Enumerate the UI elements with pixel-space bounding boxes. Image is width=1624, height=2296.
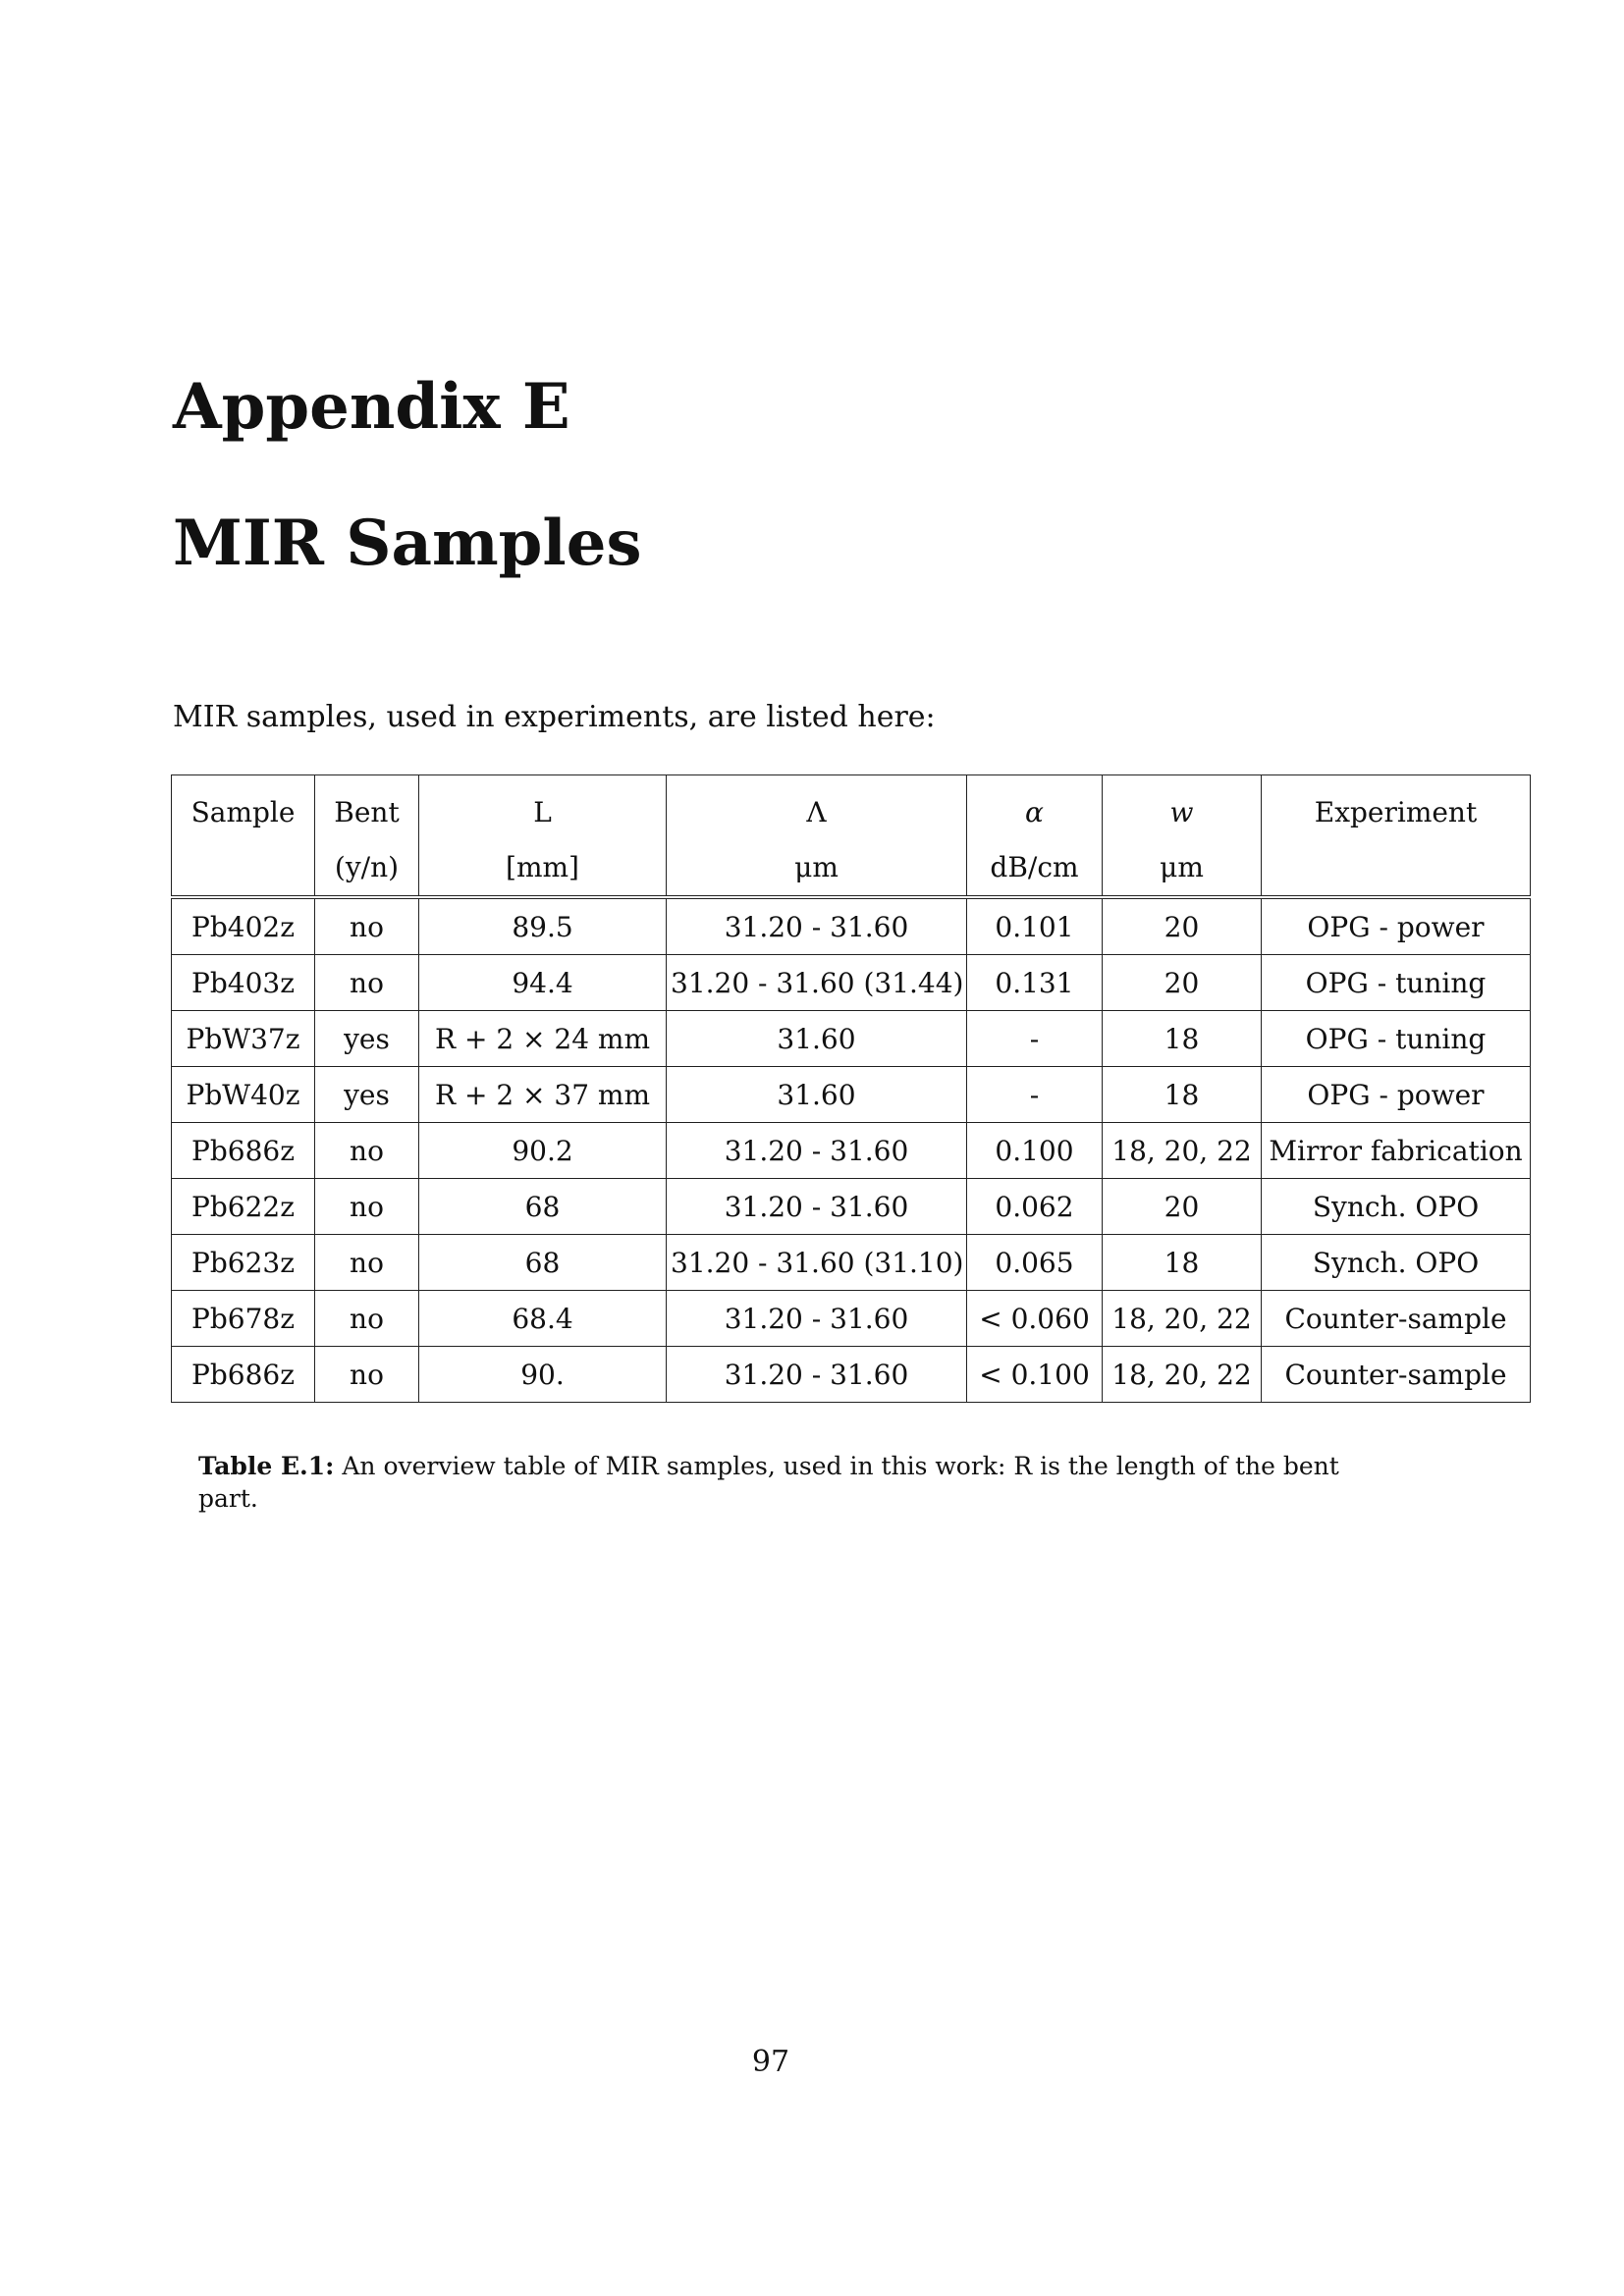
cell-loss: < 0.100: [967, 1347, 1103, 1403]
cell-sample: Pb686z: [172, 1347, 315, 1403]
cell-loss: 0.101: [967, 897, 1103, 955]
cell-sample: Pb678z: [172, 1291, 315, 1347]
cell-length: 68: [419, 1235, 667, 1291]
table-header-row: [172, 775, 1531, 898]
cell-length: R + 2 × 37 mm: [419, 1067, 667, 1123]
table-row: [172, 1123, 1531, 1179]
caption-label: Table E.1:: [198, 1452, 335, 1480]
cell-length: R + 2 × 24 mm: [419, 1011, 667, 1067]
table-row: [172, 897, 1531, 955]
cell-width: 18, 20, 22: [1103, 1347, 1262, 1403]
table-row: [172, 1291, 1531, 1347]
table-row: [172, 1067, 1531, 1123]
header-experiment: [1262, 775, 1531, 898]
header-period-unit: μm: [794, 851, 839, 883]
cell-width: 18: [1103, 1235, 1262, 1291]
cell-width: 20: [1103, 897, 1262, 955]
cell-loss: -: [967, 1067, 1103, 1123]
cell-period: 31.60: [667, 1011, 967, 1067]
cell-bent: yes: [315, 1067, 419, 1123]
header-width: [1103, 775, 1262, 898]
cell-width: 20: [1103, 955, 1262, 1011]
header-sample-unit: [176, 840, 310, 895]
table-caption: [198, 1451, 1357, 1515]
header-loss: [967, 775, 1103, 898]
chapter-title: MIR Samples: [173, 507, 642, 580]
cell-bent: yes: [315, 1011, 419, 1067]
cell-width: 18: [1103, 1067, 1262, 1123]
cell-loss: < 0.060: [967, 1291, 1103, 1347]
table-header: [172, 775, 1531, 898]
cell-width: 18, 20, 22: [1103, 1123, 1262, 1179]
cell-width: 18, 20, 22: [1103, 1291, 1262, 1347]
table-row: [172, 1347, 1531, 1403]
cell-bent: no: [315, 955, 419, 1011]
cell-experiment: Counter-sample: [1262, 1291, 1531, 1347]
cell-loss: 0.065: [967, 1235, 1103, 1291]
header-sample-label: Sample: [190, 796, 296, 828]
cell-sample: Pb623z: [172, 1235, 315, 1291]
cell-period: 31.20 - 31.60: [667, 1123, 967, 1179]
cell-period: 31.20 - 31.60: [667, 897, 967, 955]
cell-bent: no: [315, 1123, 419, 1179]
cell-period: 31.60: [667, 1067, 967, 1123]
cell-bent: no: [315, 1291, 419, 1347]
cell-sample: Pb403z: [172, 955, 315, 1011]
cell-length: 68: [419, 1179, 667, 1235]
cell-width: 20: [1103, 1179, 1262, 1235]
header-period-label: Λ: [806, 796, 827, 828]
samples-table-container: [171, 774, 1530, 1403]
cell-experiment: OPG - power: [1262, 1067, 1531, 1123]
table-body: [172, 897, 1531, 1403]
cell-loss: 0.131: [967, 955, 1103, 1011]
cell-length: 90.: [419, 1347, 667, 1403]
table-row: [172, 1235, 1531, 1291]
cell-experiment: Counter-sample: [1262, 1347, 1531, 1403]
cell-experiment: OPG - tuning: [1262, 955, 1531, 1011]
cell-loss: 0.100: [967, 1123, 1103, 1179]
cell-length: 90.2: [419, 1123, 667, 1179]
page-number: 97: [751, 2045, 790, 2079]
cell-period: 31.20 - 31.60: [667, 1347, 967, 1403]
table-row: [172, 955, 1531, 1011]
intro-text: MIR samples, used in experiments, are listed here:: [173, 700, 936, 734]
cell-length: 68.4: [419, 1291, 667, 1347]
header-length-label: L: [533, 796, 552, 828]
cell-period: 31.20 - 31.60: [667, 1179, 967, 1235]
cell-period: 31.20 - 31.60: [667, 1291, 967, 1347]
cell-experiment: Mirror fabrication: [1262, 1123, 1531, 1179]
cell-experiment: Synch. OPO: [1262, 1179, 1531, 1235]
cell-loss: 0.062: [967, 1179, 1103, 1235]
cell-period: 31.20 - 31.60 (31.44): [667, 955, 967, 1011]
cell-sample: PbW40z: [172, 1067, 315, 1123]
header-sample: [172, 775, 315, 898]
table-row: [172, 1011, 1531, 1067]
cell-sample: Pb686z: [172, 1123, 315, 1179]
chapter-label: Appendix E: [173, 370, 570, 444]
header-loss-unit: dB/cm: [990, 851, 1079, 883]
header-bent-unit: (y/n): [334, 851, 400, 883]
cell-bent: no: [315, 897, 419, 955]
header-experiment-label: Experiment: [1314, 796, 1478, 828]
header-bent-label: Bent: [334, 796, 400, 828]
cell-experiment: OPG - tuning: [1262, 1011, 1531, 1067]
cell-experiment: OPG - power: [1262, 897, 1531, 955]
cell-sample: Pb402z: [172, 897, 315, 955]
cell-experiment: Synch. OPO: [1262, 1235, 1531, 1291]
cell-width: 18: [1103, 1011, 1262, 1067]
cell-length: 94.4: [419, 955, 667, 1011]
table-row: [172, 1179, 1531, 1235]
cell-bent: no: [315, 1235, 419, 1291]
header-width-unit: μm: [1160, 851, 1204, 883]
cell-loss: -: [967, 1011, 1103, 1067]
cell-sample: Pb622z: [172, 1179, 315, 1235]
header-loss-label: α: [1025, 796, 1044, 828]
cell-period: 31.20 - 31.60 (31.10): [667, 1235, 967, 1291]
cell-length: 89.5: [419, 897, 667, 955]
header-length: [419, 775, 667, 898]
samples-table: [171, 774, 1531, 1403]
cell-bent: no: [315, 1347, 419, 1403]
header-bent: [315, 775, 419, 898]
header-width-label: w: [1169, 796, 1194, 828]
header-period: [667, 775, 967, 898]
header-length-unit: [mm]: [506, 851, 579, 883]
caption-text: An overview table of MIR samples, used in this work: R is the length of the bent part.: [198, 1452, 1339, 1513]
cell-sample: PbW37z: [172, 1011, 315, 1067]
header-experiment-unit: [1266, 840, 1526, 895]
cell-bent: no: [315, 1179, 419, 1235]
